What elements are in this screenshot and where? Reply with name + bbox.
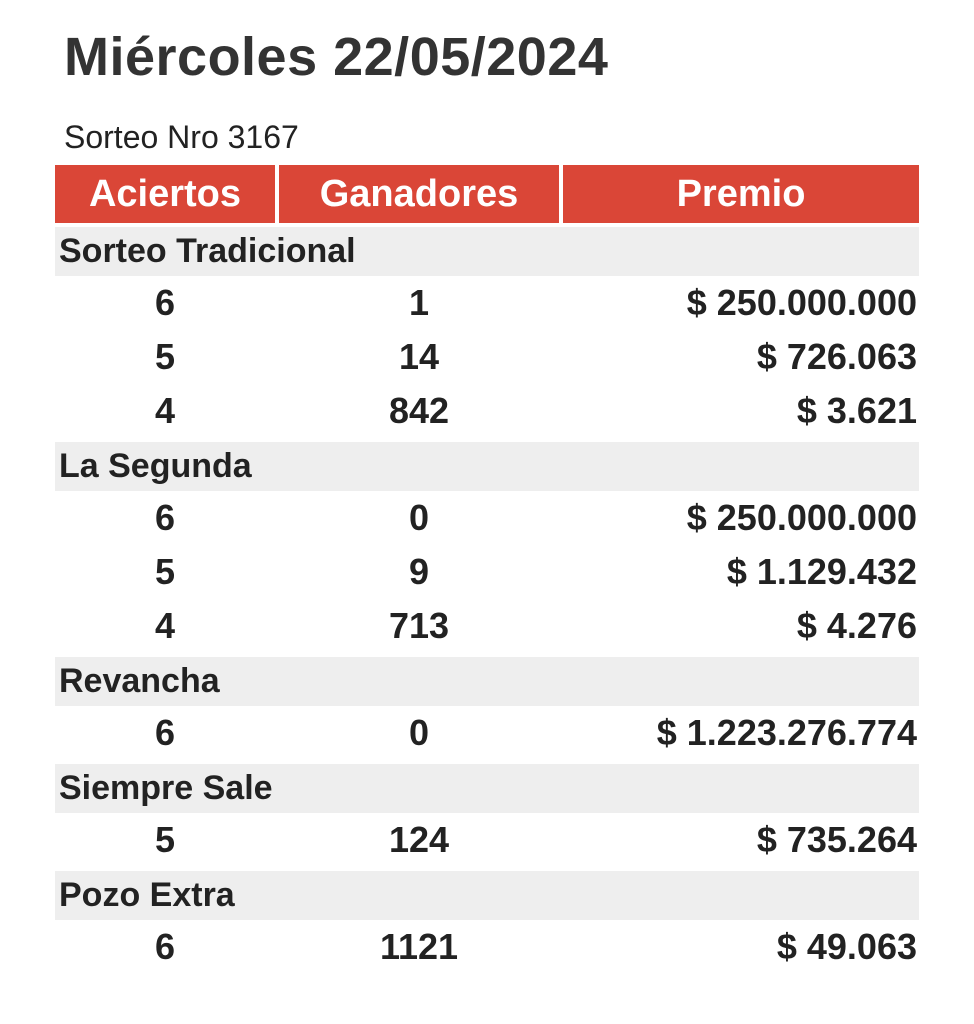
table-row [55,920,919,974]
cell-premio: $ 726.063 [756,336,917,377]
section-title: Sorteo Tradicional [55,227,919,276]
cell-ganadores: 14 [398,336,440,377]
cell-premio: $ 1.129.432 [726,551,917,592]
cell-aciertos: 6 [154,712,176,753]
table-row [55,545,919,599]
section-title: La Segunda [55,442,919,491]
section-pozo-extra [55,871,919,974]
cell-aciertos: 6 [154,926,176,967]
cell-ganadores: 124 [388,819,450,860]
cell-premio: $ 250.000.000 [686,282,917,323]
section-sorteo-tradicional [55,227,919,438]
header-aciertos: Aciertos [55,165,275,223]
cell-premio: $ 3.621 [796,390,917,431]
header-ganadores: Ganadores [279,165,559,223]
cell-premio: $ 49.063 [776,926,917,967]
table-row [55,491,919,545]
cell-ganadores: 1 [408,282,430,323]
section-siempre-sale [55,764,919,867]
cell-ganadores: 1121 [379,926,459,967]
section-la-segunda [55,442,919,653]
page-title: Miércoles 22/05/2024 [64,27,609,87]
section-title: Revancha [55,657,919,706]
section-title: Siempre Sale [55,764,919,813]
cell-aciertos: 5 [154,819,176,860]
cell-premio: $ 1.223.276.774 [656,712,917,753]
cell-premio: $ 4.276 [796,605,917,646]
draw-number: Sorteo Nro 3167 [64,119,299,155]
table-row [55,706,919,760]
cell-premio: $ 250.000.000 [686,497,917,538]
cell-ganadores: 713 [388,605,450,646]
cell-ganadores: 9 [408,551,430,592]
cell-aciertos: 6 [154,282,176,323]
cell-aciertos: 4 [154,390,176,431]
results-table [55,165,919,974]
table-row [55,276,919,330]
cell-aciertos: 6 [154,497,176,538]
table-header [55,165,919,223]
cell-premio: $ 735.264 [756,819,917,860]
cell-aciertos: 5 [154,551,176,592]
cell-aciertos: 4 [154,605,176,646]
table-row [55,813,919,867]
table-row [55,330,919,384]
cell-ganadores: 0 [408,497,430,538]
table-row [55,384,919,438]
cell-aciertos: 5 [154,336,176,377]
section-title: Pozo Extra [55,871,919,920]
header-premio: Premio [563,165,919,223]
section-revancha [55,657,919,760]
cell-ganadores: 0 [408,712,430,753]
table-row [55,599,919,653]
cell-ganadores: 842 [388,390,450,431]
